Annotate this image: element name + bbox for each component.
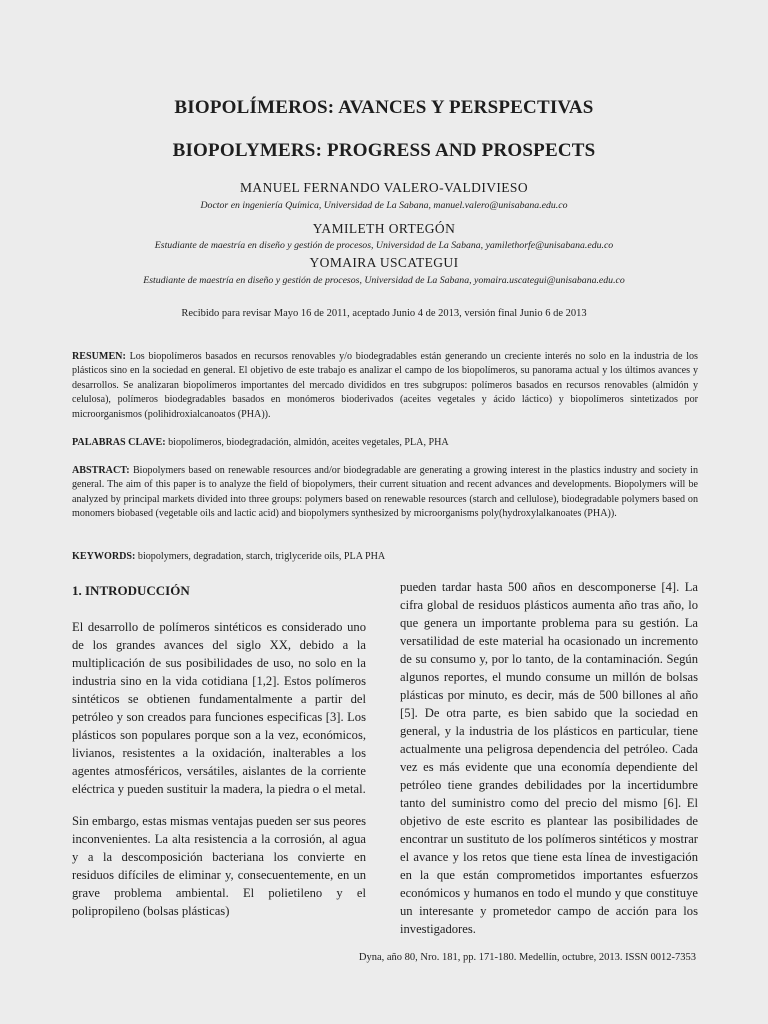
palabras-clave-label: PALABRAS CLAVE: (72, 437, 166, 448)
author-name: MANUEL FERNANDO VALERO-VALDIVIESO (240, 180, 528, 195)
paragraph: pueden tardar hasta 500 años en descomponerse [4]. La cifra global de residuos plásticos aumenta año tras año, lo que genera un importante problema para su gestión. La versatilidad de este material ha ocasionado un incremento de su consumo y, por lo tanto, de la contaminación. Según algunos reportes, el mundo consume un millón de bolsas plásticas por minuto, es decir, más de 500 billones al año [5]. De otra parte, es bien sabido que la sociedad en general, y la industria de los plásticos en particular, tiene actualmente una peligrosa dependencia del petróleo. Cada vez es más evidente que una economía dependiente del petróleo tiene grandes debilidades por la incertidumbre tanto del suministro como del precio del mismo [6]. El objetivo de este escrito es plantear las posibilidades de encontrar un sustituto de los polímeros sintéticos y mostrar el avance y los retos que tiene esta línea de investigación en la que están comprometidos importantes esfuerzos económicos y humanos en todo el mundo y que constituye un interesante y prometedor campo de acción para los investigadores. (400, 580, 698, 936)
abstract-block (72, 464, 698, 522)
abstract-text: Biopolymers based on renewable resources and/or biodegradable are generating a growing interest in the plastics industry and society in general. The aim of this paper is to analyze the field of biopolymers, their current situation and recent advances and developments. Biopolymers will be analyzed by principal markets divided into three groups: polymers based on renewable resources (starch and cellulose), biodegradable polymers based on monomers biobased (vegetable oils and lactic acid) and biopolymers synthesized by microorganisms poly(hydroxylalkanoates (PHA)). (72, 465, 699, 520)
journal-footer: Dyna, año 80, Nro. 181, pp. 171-180. Medellín, octubre, 2013. ISSN 0012-7353 (358, 952, 696, 963)
left-column (72, 578, 366, 934)
section-heading: 1. INTRODUCCIÓN (72, 583, 190, 598)
palabras-clave-text: biopolímeros, biodegradación, almidón, aceites vegetales, PLA, PHA (168, 437, 449, 448)
resumen-text: Los biopolímeros basados en recursos renovables y/o biodegradables están generando un creciente interés no solo en la industria de los plásticos sino en la sociedad en general. El objetivo de este trabajo es analizar el campo de los biopolímeros, su panorama actual y los últimos avances y desarrollos. Se analizaran biopolímeros importantes del mercado divididos en tres subgrupos: polímeros basados en recursos renovables (almidón y celulosa), polímeros biodegradables basados en monómeros bioderivados (aceites vegetales y ácido láctico) y biopolímeros sintetizados por microorganismos (polihidroxialcanoatos (PHA)). (72, 351, 698, 420)
paragraph: El desarrollo de polímeros sintéticos es considerado uno de los grandes avances del siglo XX, debido a la multiplicación de sus posibilidades de uso, no solo en la industria sino en la vida cotidiana [1,2]. Estos polímeros sintéticos se obtienen fundamentalmente a partir del petróleo y son creados para funciones especificas [3]. Los plásticos son populares porque son a la vez, económicos, livianos, resistentes a la oxidación, inalterables a los agentes atmosféricos, versátiles, aislantes de la corriente eléctrica y pueden sustituir la madera, la piedra o el metal. (72, 620, 366, 796)
author-name: YOMAIRA USCATEGUI (309, 255, 459, 270)
received-dates: Recibido para revisar Mayo 16 de 2011, aceptado Junio 4 de 2013, versión final Junio 6 de 2013 (181, 308, 587, 319)
keywords-label: KEYWORDS: (72, 551, 136, 562)
title-english: BIOPOLYMERS: PROGRESS AND PROSPECTS (172, 140, 596, 161)
author-affiliation: Estudiante de maestría en diseño y gestión de procesos, Universidad de La Sabana, yomaira.uscategui@unisabana.edu.co (143, 275, 625, 286)
paragraph: Sin embargo, estas mismas ventajas pueden ser sus peores inconvenientes. La alta resistencia a la corrosión, al agua y a la descomposición bacteriana los convierte en residuos difíciles de eliminar y, consecuentemente, en un grave problema ambiental. El polietileno y el polipropileno (bolsas plásticas) (72, 814, 366, 918)
keywords-text: biopolymers, degradation, starch, triglyceride oils, PLA PHA (137, 551, 386, 562)
author-affiliation: Doctor en ingeniería Química, Universidad de La Sabana, manuel.valero@unisabana.edu.co (200, 200, 568, 211)
abstract-label: ABSTRACT: (72, 465, 130, 476)
author-name: YAMILETH ORTEGÓN (312, 221, 456, 236)
resumen-block (72, 350, 698, 422)
keywords-block (72, 550, 698, 564)
author-affiliation: Estudiante de maestría en diseño y gestión de procesos, Universidad de La Sabana, yamilethorfe@unisabana.edu.co (154, 240, 614, 251)
title-spanish: BIOPOLÍMEROS: AVANCES Y PERSPECTIVAS (174, 97, 594, 118)
palabras-clave-block (72, 436, 698, 450)
right-column (400, 578, 698, 952)
resumen-label: RESUMEN: (72, 351, 126, 362)
